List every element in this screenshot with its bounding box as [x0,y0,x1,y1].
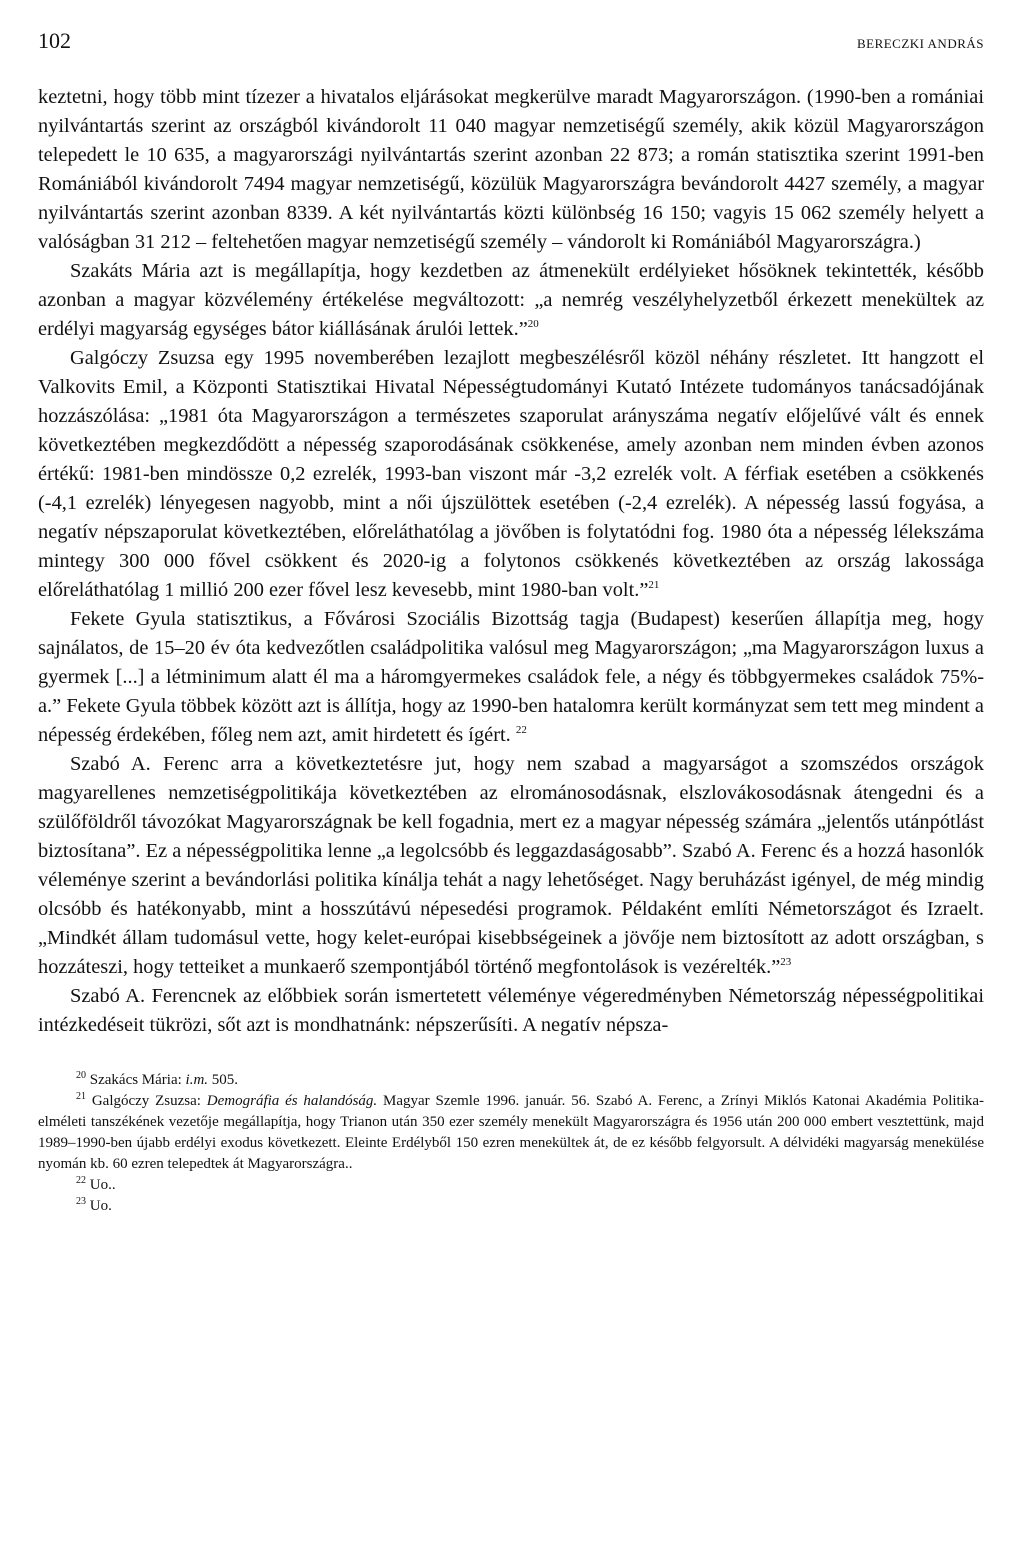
footnote-ref-23[interactable]: 23 [780,956,792,968]
paragraph-text: Fekete Gyula statisztikus, a Fővárosi Szociális Bizottság tagja (Budapest) keserűen állapítja meg, hogy sajnálatos, de 15–20 év óta kedvezőtlen családpolitika valósul meg Magyarországon; „ma Magyarországon luxus a gyermek [...] a létminimum alatt él ma a háromgyermekes családok fele, a négy és többgyermekes családok 75%-a.” Fekete Gyula többek között azt is állítja, hogy az 1990-ben hatalomra került kormányzat sem tett meg mindent a népesség érdekében, főleg nem azt, amit hirdetett és ígért. [38,608,984,746]
paragraph-text: Szabó A. Ferencnek az előbbiek során ismertetett véleménye végeredményben Németország népességpolitikai intézkedéseit tükrözi, sőt azt is mondhatnánk: népszerűsíti. A negatív népsza- [38,985,984,1036]
paragraph-text: Szabó A. Ferenc arra a következtetésre jut, hogy nem szabad a magyarságot a szomszédos országok magyarellenes nemzetiségpolitikája következtében az elrománosodásnak, elszlovákosodásnak átengedni és a szülőföldről távozókat Magyarországnak be kell fogadnia, mert ez a magyar népesség számára „jelentős utánpótlást biztosítana”. Ez a népességpolitika lenne „a legolcsóbb és leggazdaságosabb”. Szabó A. Ferenc és a hozzá hasonlók véleménye szerint a bevándorlási politika kínálja tehát a nagy lehetőséget. Nagy beruházást igényel, de még mindig olcsóbb és hatékonyabb, mint a hosszútávú népesedési programok. Példaként említi Németországot és Izraelt. „Mindkét állam tudomásul vette, hogy kelet-európai kisebbségeinek a jövője nem biztosított az adott országban, s hozzáteszi, hogy tetteiket a munkaerő szempontjából történő megfontolások is vezérelték.” [38,753,984,978]
footnote-ref-22[interactable]: 22 [515,724,527,736]
footnote-20 [38,1070,984,1091]
footnote-23 [38,1196,984,1217]
paragraph-3 [38,344,984,605]
footnote-text: Uo.. [89,1177,116,1193]
footnote-text-rest: Magyar Szemle 1996. január. 56. Szabó A. Ferenc, a Zrínyi Miklós Katonai Akadémia Politika-elméleti tanszékének vezetője megállapítja, hogy Trianon után 350 ezer személy menekült Magyarországra és 1956 után 200 000 embert vesztettünk, majd 1989–1990-ben újabb erdélyi exodus következett. Eleinte Erdélyből 150 ezren menekültek át, de ez később felgyorsult. A délvidéki magyarság menekülése nyomán kb. 60 ezren telepedtek át Magyarországra.. [38,1093,985,1172]
footnote-ref-20[interactable]: 20 [527,318,539,330]
footnote-text-rest: 505. [208,1072,239,1088]
footnote-text: Szakács Mária: [89,1072,186,1088]
footnote-number: 20 [76,1070,86,1081]
footnote-italic: Demográfia és halandóság. [206,1093,378,1109]
paragraph-5 [38,750,984,982]
paragraph-1 [38,83,984,257]
page-number: 102 [38,28,71,53]
running-head: BERECZKI ANDRÁS [856,36,984,51]
paragraph-4 [38,605,984,750]
footnotes [38,1070,984,1217]
footnote-number: 23 [76,1196,86,1207]
footnote-22 [38,1175,984,1196]
paragraph-6 [38,982,984,1040]
body-text [38,83,984,1040]
document-page [38,28,984,1217]
footnote-21 [38,1091,984,1175]
paragraph-text: Szakáts Mária azt is megállapítja, hogy kezdetben az átmenekült erdélyieket hősöknek tekintették, később azonban a magyar közvélemény értékelése megváltozott: „a nemrég veszélyhelyzetből érkezett menekültek az erdélyi magyarság egységes bátor kiállásának árulói lettek.” [38,260,984,340]
footnote-number: 22 [76,1175,86,1186]
footnote-italic: i.m. [185,1072,209,1088]
paragraph-2 [38,257,984,344]
page-header [38,28,984,68]
footnote-text: Galgóczy Zsuzsa: [91,1093,207,1109]
footnote-text: Uo. [89,1198,112,1214]
footnote-ref-21[interactable]: 21 [648,579,660,591]
paragraph-text: Galgóczy Zsuzsa egy 1995 novemberében lezajlott megbeszélésről közöl néhány részletet. Itt hangzott el Valkovits Emil, a Központi Statisztikai Hivatal Népességtudományi Kutató Intézete tudományos tanácsadójának hozzászólása: „1981 óta Magyarországon a természetes szaporulat arányszáma negatív előjelűvé vált és ennek következtében megkezdődött a népesség szaporodásának csökkenése, amely azonban nem minden évben azonos értékű: 1981-ben mindössze 0,2 ezrelék, 1993-ban viszont már -3,2 ezrelék volt. A férfiak esetében a csökkenés (-4,1 ezrelék) lényegesen nagyobb, mint a női újszülöttek esetében (-2,4 ezrelék). A népesség lassú fogyása, a negatív népszaporulat következtében, előreláthatólag a jövőben is folytatódni fog. 1980 óta a népesség lélekszáma mintegy 300 000 fővel csökkent és 2020-ig a folytonos csökkenés következtében az ország lakossága előreláthatólag 1 millió 200 ezer fővel lesz kevesebb, mint 1980-ban volt.” [38,347,984,601]
footnote-number: 21 [76,1091,86,1102]
paragraph-text: keztetni, hogy több mint tízezer a hivatalos eljárásokat megkerülve maradt Magyarországon. (1990-ben a romániai nyilvántartás szerint az országból kivándorolt 11 040 magyar nemzetiségű személy, akik közül Magyarországon telepedett le 10 635, a magyarországi nyilvántartás szerint azonban 22 873; a román statisztika szerint 1991-ben Romániából kivándorolt 7494 magyar nemzetiségű, közülük Magyarországra bevándorolt 4427 személy, a magyar nyilvántartás szerint azonban 8339. A két nyilvántartás közti különbség 16 150; vagyis 15 062 személy helyett a valóságban 31 212 – feltehetően magyar nemzetiségű személy – vándorolt ki Romániából Magyarországra.) [38,86,984,253]
